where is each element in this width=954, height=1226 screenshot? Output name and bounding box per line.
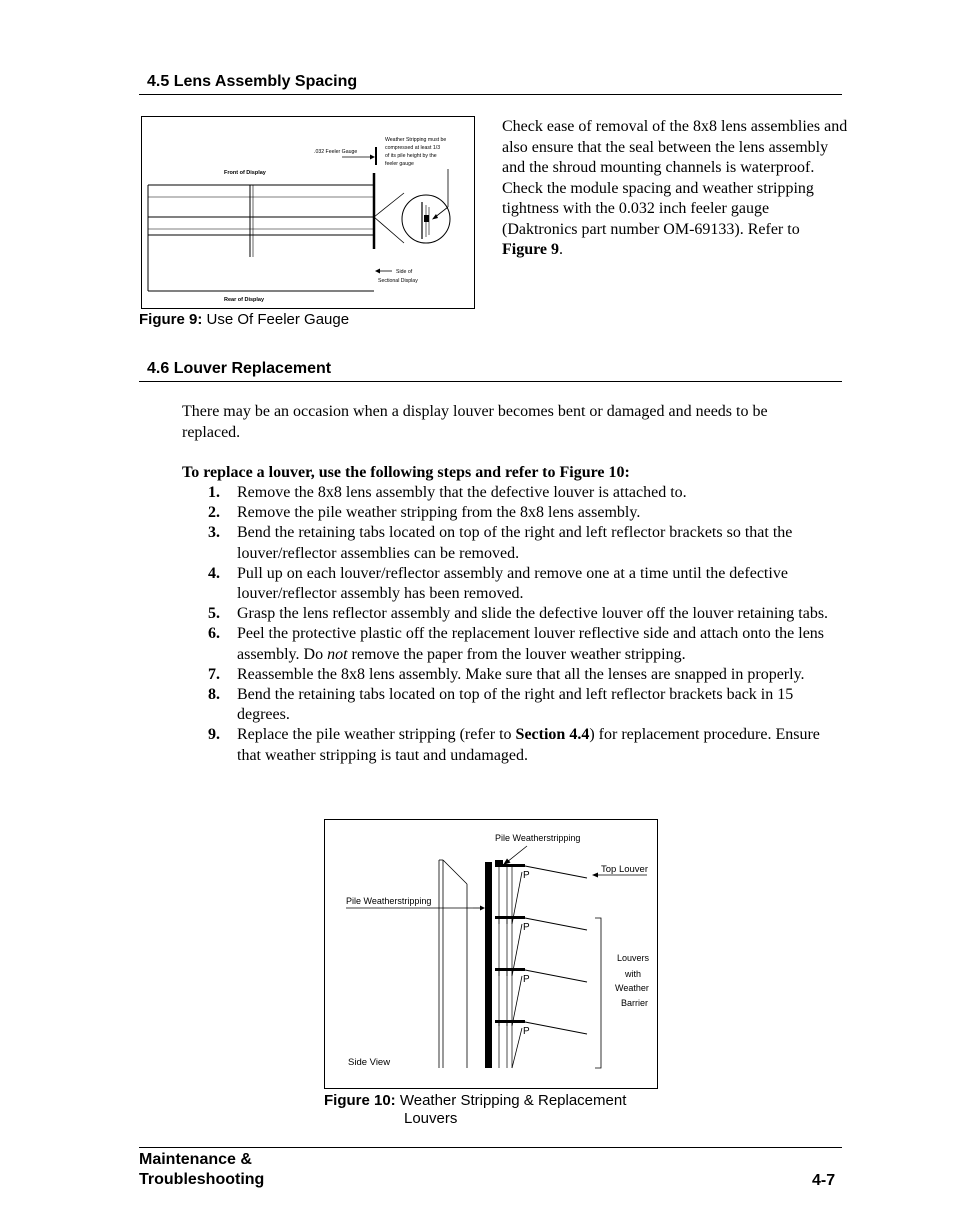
louver-reflector (512, 1028, 522, 1068)
detail-leader (374, 193, 404, 217)
section-4-6-intro: There may be an occasion when a display louver becomes bent or damaged and needs to be replaced. (182, 403, 768, 441)
weather-stripping-label-line: compressed at least 1/3 (385, 145, 441, 151)
page-number: 4-7 (812, 1172, 836, 1189)
reflector-p-mark: P (523, 922, 530, 933)
step-item (182, 503, 842, 523)
figure-9-caption (139, 311, 349, 329)
figure-10-caption-label: Figure 10: (324, 1092, 396, 1109)
louvers-label-line: with (625, 969, 642, 979)
section-4-5-rule (139, 94, 842, 95)
top-louver-arrowhead (592, 873, 598, 878)
reflector-p-mark: P (523, 870, 530, 881)
step-number: 1. (208, 484, 220, 501)
figure-9-reference: Figure 9 (502, 241, 560, 258)
step-number: 6. (208, 625, 220, 643)
step-text: remove the paper from the louver weather stripping. (347, 645, 686, 663)
step-item (182, 564, 842, 604)
section-4-4-reference: Section 4.4 (515, 726, 590, 744)
step-number: 3. (208, 524, 220, 542)
louvers-label-line: Barrier (621, 998, 649, 1008)
detail-leader (374, 217, 404, 243)
louver-rail (495, 916, 525, 919)
weather-stripping-label-line: Weather Stripping must be (385, 137, 447, 143)
step-item (182, 725, 842, 765)
figure-10-caption-text: Weather Stripping & Replacement (395, 1092, 627, 1109)
side-of-display-label-line: Side of (396, 269, 413, 275)
figure-9-caption-text: Use Of Feeler Gauge (202, 311, 350, 328)
louvers-bracket (595, 918, 601, 1068)
step-text: Bend the retaining tabs located on top of the right and left reflector brackets back in 15 degrees. (237, 686, 794, 724)
top-louver-label: Top Louver (601, 864, 649, 875)
lens-backplate (485, 862, 492, 1068)
louvers-label-line: Louvers (617, 953, 650, 963)
louver-side-view-illustration (325, 820, 657, 1088)
detail-seal (424, 215, 429, 222)
step-number: 2. (208, 504, 220, 522)
louver-blade (525, 970, 587, 982)
louver-blade (525, 866, 587, 878)
step-item (182, 624, 842, 664)
step-number: 5. (208, 605, 220, 623)
reflector-p-mark: P (523, 974, 530, 985)
step-text: Remove the 8x8 lens assembly that the defective louver is attached to. (237, 484, 687, 501)
step-text: Pull up on each louver/reflector assembly and remove one at a time until the defective louver/reflector assembly has been removed. (237, 564, 788, 603)
figure-10-diagram (324, 819, 658, 1089)
step-number: 9. (208, 726, 220, 744)
steps-heading: To replace a louver, use the following steps and refer to Figure 10: (182, 464, 630, 481)
figure-9-caption-label: Figure 9: (139, 311, 203, 328)
step-text: ) for replacement procedure. Ensure that weather stripping is taut and undamaged. (237, 726, 820, 764)
step-text: Peel the protective plastic off the replacement louver reflective side and attach onto the lens assembly. Do (237, 625, 825, 663)
side-of-display-label-line: Sectional Display (378, 278, 418, 284)
louver-reflector (512, 976, 522, 1026)
louver-rail (495, 968, 525, 971)
pile-weatherstrip-top (495, 860, 503, 864)
louver-blade (525, 1022, 587, 1034)
section-4-5-paragraph (502, 117, 848, 261)
section-4-5-title: 4.5 Lens Assembly Spacing (147, 73, 358, 90)
pile-weatherstripping-top-label: Pile Weatherstripping (495, 833, 581, 843)
step-text: Reassemble the 8x8 lens assembly. Make sure that all the lenses are snapped in properly. (237, 665, 805, 683)
figure-9-diagram (141, 116, 475, 309)
figure-10-caption-line-2: Louvers (404, 1110, 458, 1127)
detail-arrowhead (432, 214, 438, 220)
step-item (182, 665, 842, 685)
reflector-p-mark: P (523, 1026, 530, 1037)
louver-rail (495, 1020, 525, 1023)
figure-10-caption-line (324, 1092, 684, 1110)
section-4-6-rule (139, 381, 842, 382)
step-text: Replace the pile weather stripping (refer to (237, 726, 516, 744)
rear-of-display-label: Rear of Display (224, 297, 265, 303)
louver-rail (495, 864, 525, 867)
step-item (182, 604, 842, 624)
shroud-slope (443, 860, 467, 884)
step-item (182, 483, 842, 503)
step-text: Remove the pile weather stripping from the 8x8 lens assembly. (237, 504, 641, 522)
louvers-label-line: Weather (615, 983, 649, 993)
feeler-gauge-arrowhead (370, 155, 375, 160)
pile-top-arrow (507, 846, 527, 862)
pile-weatherstripping-left-label: Pile Weatherstripping (346, 896, 432, 906)
step-emphasis: not (327, 645, 348, 663)
figure-10-caption (324, 1092, 684, 1128)
step-item (182, 685, 842, 725)
step-text: Bend the retaining tabs located on top of the right and left reflector brackets so that the louver/reflector assemblies can be removed. (237, 524, 793, 562)
step-item (182, 523, 842, 563)
side-arrowhead (375, 269, 380, 274)
paragraph-text: Check ease of removal of the 8x8 lens assemblies and also ensure that the seal between the lens assembly and the shroud mounting channels is waterproof. Check the module spacing and weather stripping tightness with the 0.032 inch feeler gauge (Daktronics part number OM-69133). Refer to (502, 118, 848, 238)
step-number: 8. (208, 686, 220, 704)
step-number: 4. (208, 564, 220, 582)
feeler-gauge-label: .032 Feeler Gauge (314, 149, 358, 155)
footer-chapter-line: Maintenance & (139, 1151, 252, 1168)
footer-chapter-title (139, 1150, 264, 1190)
steps-list (182, 483, 842, 766)
side-view-label: Side View (348, 1057, 391, 1068)
weather-stripping-label-line: feeler gauge (385, 161, 414, 167)
step-number: 7. (208, 665, 220, 683)
front-of-display-label: Front of Display (224, 170, 266, 176)
section-4-6-title: 4.6 Louver Replacement (147, 360, 332, 377)
footer-rule (139, 1147, 842, 1148)
pile-left-arrowhead (480, 906, 485, 911)
feeler-gauge-illustration (142, 117, 474, 308)
step-text: Grasp the lens reflector assembly and slide the defective louver off the louver retaining tabs. (237, 605, 829, 623)
footer-chapter-line: Troubleshooting (139, 1171, 265, 1188)
louver-blade (525, 918, 587, 930)
paragraph-text-end: . (559, 241, 564, 258)
weather-stripping-label-line: of its pile height by the (385, 153, 437, 159)
